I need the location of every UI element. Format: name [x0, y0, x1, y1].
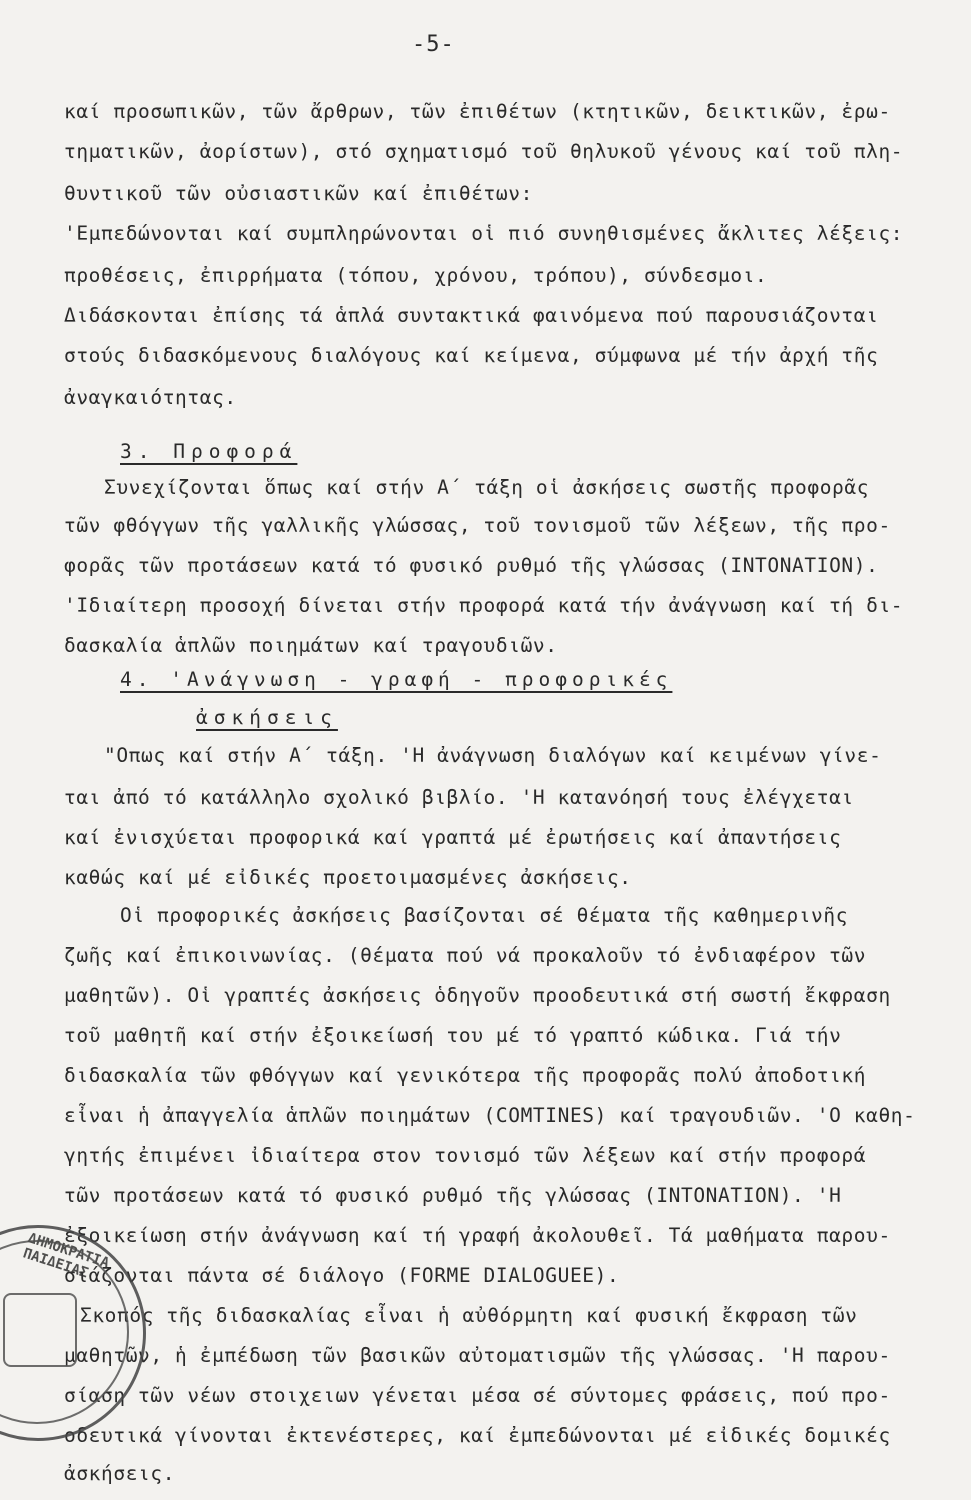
text-line: διδασκαλία τῶν φθόγγων καί γενικότερα τῆς προφορᾶς πολύ ἀποδοτική [64, 1064, 867, 1087]
text-line: τηματικῶν, ἀορίστων), στό σχηματισμό τοῦ θηλυκοῦ γένους καί τοῦ πλη- [64, 140, 904, 163]
text-line: οδευτικά γίνονται ἐκτενέστερες, καί ἐμπεδώνονται μέ εἰδικές δομικές [64, 1424, 891, 1447]
text-line: καθώς καί μέ εἰδικές προετοιμασμένες ἀσκήσεις. [64, 866, 632, 889]
text-line: δασκαλία ἁπλῶν ποιημάτων καί τραγουδιῶν. [64, 634, 558, 657]
text-line: θυντικοῦ τῶν οὐσιαστικῶν καί ἐπιθέτων: [64, 182, 533, 205]
text-line: μαθητῶν). Οἱ γραπτές ἀσκήσεις ὁδηγοῦν προοδευτικά στή σωστή ἔκφραση [64, 984, 891, 1007]
text-line: ἀσκήσεις. [64, 1462, 176, 1485]
section-heading-3: 3. Προφορά [120, 440, 298, 463]
text-line: 'Εμπεδώνονται καί συμπληρώνονται οἱ πιό συνηθισμένες ἄκλιτες λέξεις: [64, 222, 904, 245]
text-line: ἐξοικείωση στήν ἀνάγνωση καί τή γραφή ἀκολουθεῖ. Τά μαθήματα παρου- [64, 1224, 891, 1247]
text-line: τῶν φθόγγων τῆς γαλλικῆς γλώσσας, τοῦ τονισμοῦ τῶν λέξεων, τῆς προ- [64, 514, 891, 537]
section-heading-4: 4. 'Ανάγνωση - γραφή - προφορικές [120, 668, 673, 691]
text-line: σιάζονται πάντα σέ διάλογο (FORME DIALOGUEE). [64, 1264, 620, 1287]
stamp-emblem-icon [3, 1293, 77, 1367]
text-line: καί ἐνισχύεται προφορικά καί γραπτά μέ ἐρωτήσεις καί ἀπαντήσεις [64, 826, 842, 849]
text-line: ται ἀπό τό κατάλληλο σχολικό βιβλίο. 'Η κατανόησή τους ἐλέγχεται [64, 786, 854, 809]
text-line: 'Ιδιαίτερη προσοχή δίνεται στήν προφορά κατά τήν ἀνάγνωση καί τή δι- [64, 594, 904, 617]
text-line: φορᾶς τῶν προτάσεων κατά τό φυσικό ρυθμό τῆς γλώσσας (INTONATION). [64, 554, 879, 577]
page-number: -5- [412, 32, 455, 57]
stamp-text: ΔΗΜΟΚΡΑΤΙΑ ΠΑΙΔΕΙΑΣ [20, 1230, 112, 1282]
text-line: τῶν προτάσεων κατά τό φυσικό ρυθμό τῆς γλώσσας (INTONATION). 'Η [64, 1184, 842, 1207]
text-line: τοῦ μαθητῆ καί στήν ἐξοικείωσή του μέ τό γραπτό κώδικα. Γιά τήν [64, 1024, 842, 1047]
text-line: Συνεχίζονται ὅπως καί στήν Α΄ τάξη οἱ ἀσκήσεις σωστῆς προφορᾶς [104, 476, 870, 499]
text-line: Διδάσκονται ἐπίσης τά ἁπλά συντακτικά φαινόμενα πού παρουσιάζονται [64, 304, 879, 327]
text-line: μαθητῶν, ἡ ἐμπέδωση τῶν βασικῶν αὐτοματισμῶν τῆς γλώσσας. 'Η παρου- [64, 1344, 891, 1367]
text-line: ἀναγκαιότητας. [64, 386, 237, 409]
text-line: καί προσωπικῶν, τῶν ἄρθρων, τῶν ἐπιθέτων (κτητικῶν, δεικτικῶν, ἐρω- [64, 100, 891, 123]
text-line: γητής ἐπιμένει ἰδιαίτερα στον τονισμό τῶν λέξεων καί στήν προφορά [64, 1144, 867, 1167]
text-line: Οἱ προφορικές ἀσκήσεις βασίζονται σέ θέματα τῆς καθημερινῆς [120, 904, 849, 927]
text-line: ζωῆς καί ἐπικοινωνίας. (θέματα πού νά προκαλοῦν τό ἐνδιαφέρον τῶν [64, 944, 867, 967]
text-line: προθέσεις, ἐπιρρήματα (τόπου, χρόνου, τρόπου), σύνδεσμοι. [64, 264, 768, 287]
text-line: εἶναι ἡ ἀπαγγελία ἁπλῶν ποιημάτων (COMTINES) καί τραγουδιῶν. 'Ο καθη- [64, 1104, 916, 1127]
text-line: "Οπως καί στήν Α΄ τάξη. 'Η ἀνάγνωση διαλόγων καί κειμένων γίνε- [104, 744, 882, 767]
text-line: στούς διδασκόμενους διαλόγους καί κείμενα, σύμφωνα μέ τήν ἀρχή τῆς [64, 344, 879, 367]
text-line: σίαση τῶν νέων στοιχειων γένεται μέσα σέ σύντομες φράσεις, πού προ- [64, 1384, 891, 1407]
text-line: Σκοπός τῆς διδασκαλίας εἶναι ἡ αὐθόρμητη καί φυσική ἔκφραση τῶν [80, 1304, 858, 1327]
section-heading-4-cont: ἀσκήσεις [196, 706, 338, 729]
